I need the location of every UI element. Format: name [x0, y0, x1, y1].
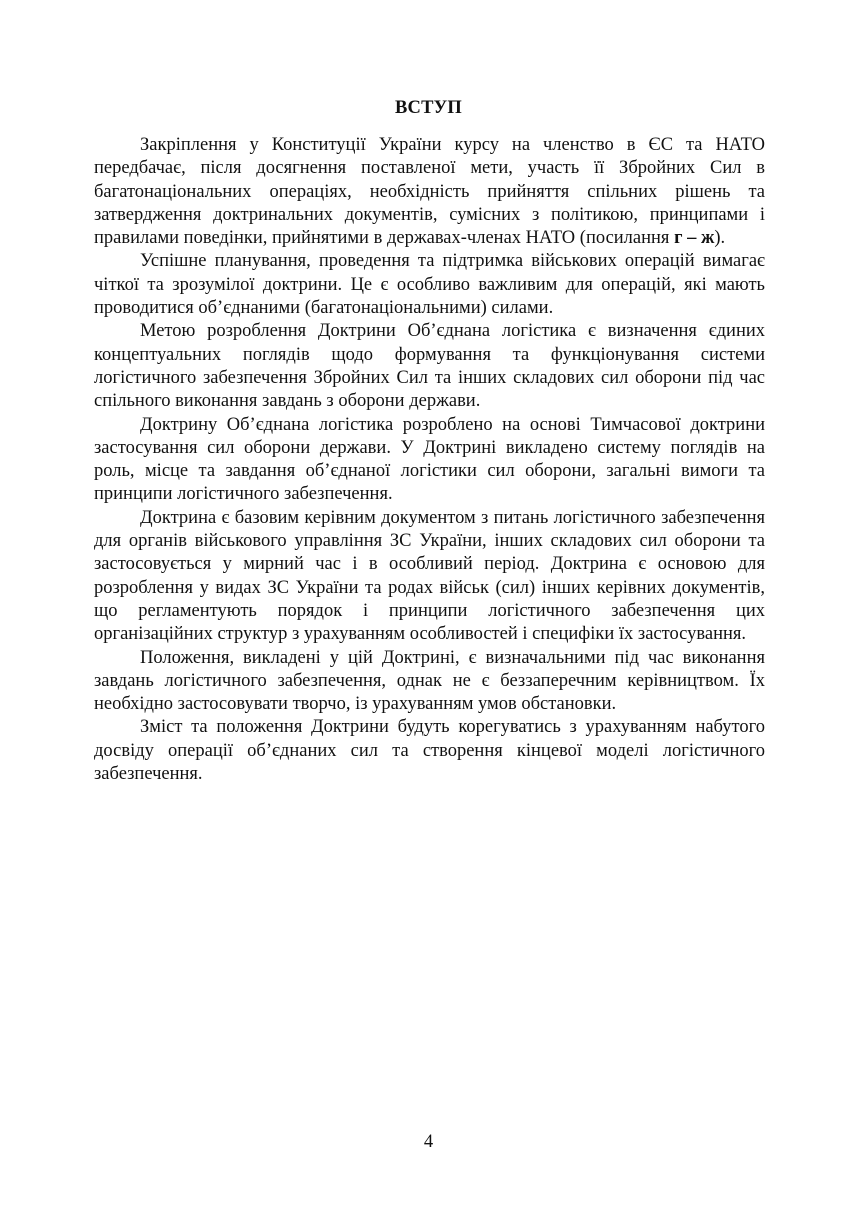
paragraph-5: Доктрина є базовим керівним документом з питань логістичного забезпечення для органів військового управління ЗС України, інших складових сил оборони та застосовується у мирний час і в особливий період. Доктрина є основою для розроблення у видах ЗС України та родах військ (сил) інших керівних документів, що регламентують порядок і принципи логістичного забезпечення цих організаційних структур з урахуванням особливостей і специфіки їх застосування. [94, 507, 765, 645]
paragraph-2: Успішне планування, проведення та підтримка військових операцій вимагає чіткої та зрозумілої доктрини. Це є особливо важливим для операцій, які мають проводитися об’єднаними (багатонаціональними) силами. [94, 251, 765, 319]
body-text [94, 134, 765, 786]
paragraph-7: Зміст та положення Доктрини будуть корегуватись з урахуванням набутого досвіду операції об’єднаних сил та створення кінцевої моделі логістичного забезпечення. [94, 717, 765, 785]
paragraph-1-tail: ). [714, 228, 726, 249]
paragraph-1 [94, 134, 765, 250]
paragraph-4: Доктрину Об’єднана логістика розроблено на основі Тимчасової доктрини застосування сил оборони держави. У Доктрині викладено систему поглядів на роль, місце та завдання об’єднаної логістики сил оборони, загальні вимоги та принципи логістичного забезпечення. [94, 414, 765, 505]
paragraph-1-reference: г – ж [674, 228, 715, 249]
page-number: 4 [423, 1132, 434, 1152]
paragraph-3: Метою розроблення Доктрини Об’єднана логістика є визначення єдиних концептуальних поглядів щодо формування та функціонування системи логістичного забезпечення Збройних Сил та інших складових сил оборони під час спільного виконання завдань з оборони держави. [94, 321, 765, 412]
paragraph-1-text: Закріплення у Конституції України курсу на членство в ЄС та НАТО передбачає, після досягнення поставленої мети, участь її Збройних Сил в багатонаціональних операціях, необхідність прийняття спільних рішень та затвердження доктринальних документів, сумісних з політикою, принципами і правилами поведінки, прийнятими в державах-членах НАТО (посилання [94, 135, 765, 249]
section-title: ВСТУП [394, 98, 462, 118]
paragraph-6: Положення, викладені у цій Доктрині, є визначальними під час виконання завдань логістичного забезпечення, однак не є беззаперечним керівництвом. Їх необхідно застосовувати творчо, із урахуванням умов обстановки. [94, 647, 765, 715]
